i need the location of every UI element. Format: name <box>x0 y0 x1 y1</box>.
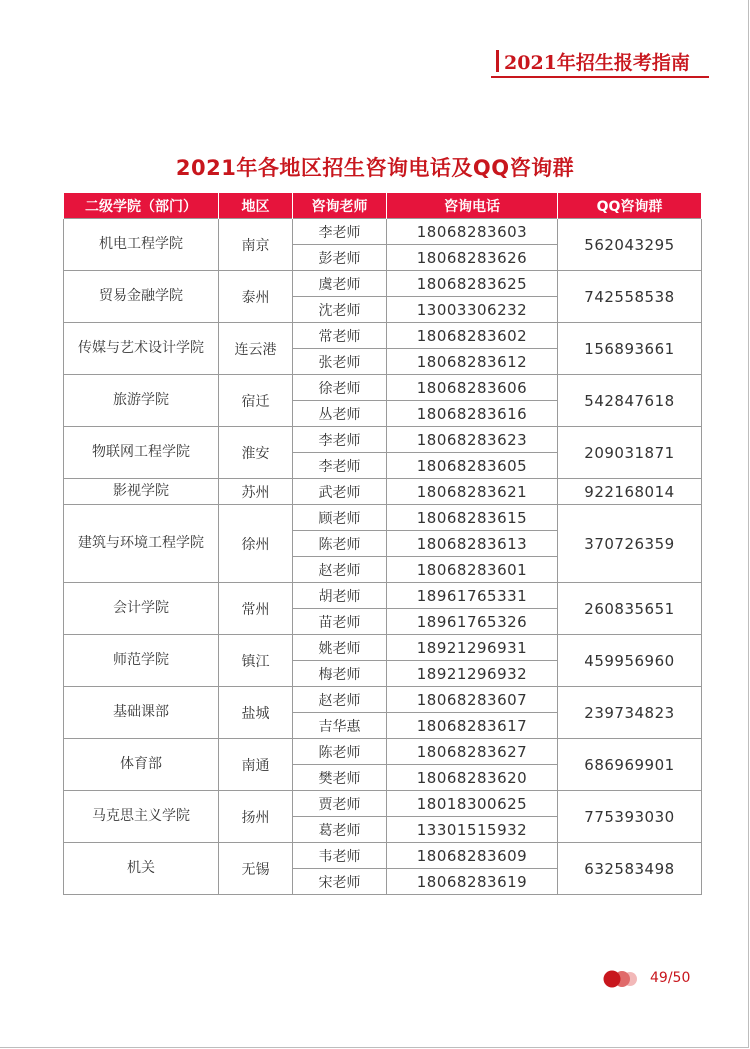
phone-cell: 18068283623 <box>387 427 558 453</box>
table-row <box>64 375 702 401</box>
table-row <box>64 791 702 817</box>
teacher-cell: 葛老师 <box>293 817 387 843</box>
phone-cell: 18068283602 <box>387 323 558 349</box>
table-row <box>64 635 702 661</box>
table-row <box>64 505 702 531</box>
region-cell: 宿迁 <box>219 375 293 427</box>
qq-cell: 209031871 <box>558 427 702 479</box>
table-row <box>64 479 702 505</box>
teacher-cell: 顾老师 <box>293 505 387 531</box>
teacher-cell: 赵老师 <box>293 557 387 583</box>
phone-cell: 18068283613 <box>387 531 558 557</box>
phone-cell: 18068283612 <box>387 349 558 375</box>
dept-cell: 马克思主义学院 <box>64 791 219 843</box>
phone-cell: 18921296932 <box>387 661 558 687</box>
dept-cell: 传媒与艺术设计学院 <box>64 323 219 375</box>
region-cell: 镇江 <box>219 635 293 687</box>
phone-cell: 18068283616 <box>387 401 558 427</box>
qq-cell: 542847618 <box>558 375 702 427</box>
region-cell: 常州 <box>219 583 293 635</box>
table-row <box>64 843 702 869</box>
header-underline <box>491 76 709 78</box>
phone-cell: 18018300625 <box>387 791 558 817</box>
teacher-cell: 丛老师 <box>293 401 387 427</box>
phone-cell: 18068283625 <box>387 271 558 297</box>
teacher-cell: 彭老师 <box>293 245 387 271</box>
teacher-cell: 樊老师 <box>293 765 387 791</box>
phone-cell: 18068283627 <box>387 739 558 765</box>
teacher-cell: 虞老师 <box>293 271 387 297</box>
teacher-cell: 韦老师 <box>293 843 387 869</box>
teacher-cell: 李老师 <box>293 453 387 479</box>
qq-cell: 260835651 <box>558 583 702 635</box>
dept-cell: 贸易金融学院 <box>64 271 219 323</box>
phone-cell: 18068283626 <box>387 245 558 271</box>
phone-cell: 18961765326 <box>387 609 558 635</box>
teacher-cell: 常老师 <box>293 323 387 349</box>
table-row <box>64 427 702 453</box>
qq-cell: 156893661 <box>558 323 702 375</box>
qq-cell: 459956960 <box>558 635 702 687</box>
table-row <box>64 271 702 297</box>
region-cell: 南通 <box>219 739 293 791</box>
qq-cell: 775393030 <box>558 791 702 843</box>
region-cell: 徐州 <box>219 505 293 583</box>
teacher-cell: 梅老师 <box>293 661 387 687</box>
table-row <box>64 219 702 245</box>
teacher-cell: 吉华惠 <box>293 713 387 739</box>
header-cell-teacher: 咨询老师 <box>293 193 387 219</box>
phone-cell: 13301515932 <box>387 817 558 843</box>
phone-cell: 18068283601 <box>387 557 558 583</box>
page-number: 49/50 <box>650 970 691 986</box>
region-cell: 苏州 <box>219 479 293 505</box>
page-title: 2021年各地区招生咨询电话及QQ咨询群 <box>175 156 575 180</box>
teacher-cell: 苗老师 <box>293 609 387 635</box>
contacts-table <box>63 193 702 895</box>
header-cell-region: 地区 <box>219 193 293 219</box>
phone-cell: 18068283619 <box>387 869 558 895</box>
teacher-cell: 武老师 <box>293 479 387 505</box>
header-accent-bar <box>496 50 499 72</box>
teacher-cell: 沈老师 <box>293 297 387 323</box>
qq-cell: 370726359 <box>558 505 702 583</box>
phone-cell: 18068283603 <box>387 219 558 245</box>
teacher-cell: 宋老师 <box>293 869 387 895</box>
region-cell: 淮安 <box>219 427 293 479</box>
header-title: 2021年招生报考指南 <box>504 52 690 74</box>
teacher-cell: 赵老师 <box>293 687 387 713</box>
qq-cell: 742558538 <box>558 271 702 323</box>
dept-cell: 建筑与环境工程学院 <box>64 505 219 583</box>
teacher-cell: 张老师 <box>293 349 387 375</box>
phone-cell: 18068283609 <box>387 843 558 869</box>
teacher-cell: 姚老师 <box>293 635 387 661</box>
qq-cell: 562043295 <box>558 219 702 271</box>
qq-cell: 922168014 <box>558 479 702 505</box>
qq-cell: 686969901 <box>558 739 702 791</box>
header-cell-phone: 咨询电话 <box>387 193 558 219</box>
teacher-cell: 胡老师 <box>293 583 387 609</box>
phone-cell: 18068283620 <box>387 765 558 791</box>
region-cell: 无锡 <box>219 843 293 895</box>
phone-cell: 18961765331 <box>387 583 558 609</box>
table-row <box>64 739 702 765</box>
table-body <box>64 219 702 895</box>
region-cell: 泰州 <box>219 271 293 323</box>
region-cell: 连云港 <box>219 323 293 375</box>
header-cell-dept: 二级学院（部门） <box>64 193 219 219</box>
teacher-cell: 陈老师 <box>293 739 387 765</box>
phone-cell: 18068283615 <box>387 505 558 531</box>
phone-cell: 18068283621 <box>387 479 558 505</box>
dept-cell: 机关 <box>64 843 219 895</box>
table-row <box>64 687 702 713</box>
teacher-cell: 李老师 <box>293 219 387 245</box>
table-row <box>64 323 702 349</box>
dept-cell: 体育部 <box>64 739 219 791</box>
teacher-cell: 李老师 <box>293 427 387 453</box>
dept-cell: 师范学院 <box>64 635 219 687</box>
page-indicator-icon <box>602 970 642 988</box>
table-header-row <box>64 193 702 219</box>
region-cell: 扬州 <box>219 791 293 843</box>
region-cell: 盐城 <box>219 687 293 739</box>
phone-cell: 18068283606 <box>387 375 558 401</box>
region-cell: 南京 <box>219 219 293 271</box>
dept-cell: 机电工程学院 <box>64 219 219 271</box>
teacher-cell: 贾老师 <box>293 791 387 817</box>
dept-cell: 旅游学院 <box>64 375 219 427</box>
phone-cell: 18068283617 <box>387 713 558 739</box>
qq-cell: 632583498 <box>558 843 702 895</box>
dept-cell: 基础课部 <box>64 687 219 739</box>
phone-cell: 13003306232 <box>387 297 558 323</box>
phone-cell: 18068283607 <box>387 687 558 713</box>
table-row <box>64 583 702 609</box>
teacher-cell: 陈老师 <box>293 531 387 557</box>
header-cell-qq: QQ咨询群 <box>558 193 702 219</box>
teacher-cell: 徐老师 <box>293 375 387 401</box>
dept-cell: 影视学院 <box>64 479 219 505</box>
qq-cell: 239734823 <box>558 687 702 739</box>
phone-cell: 18068283605 <box>387 453 558 479</box>
phone-cell: 18921296931 <box>387 635 558 661</box>
dept-cell: 会计学院 <box>64 583 219 635</box>
dept-cell: 物联网工程学院 <box>64 427 219 479</box>
